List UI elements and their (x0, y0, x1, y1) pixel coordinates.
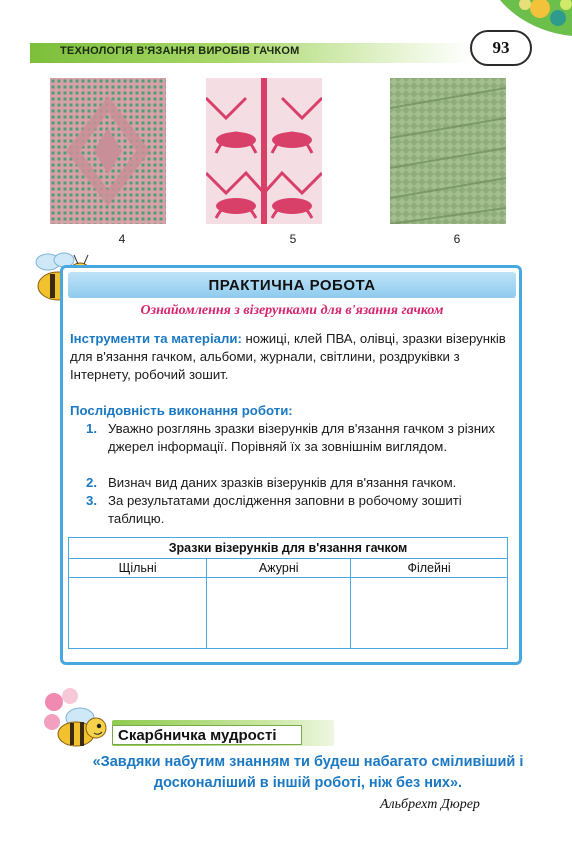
step-text: Визнач вид даних зразків візерунків для в'язання гачком. (108, 475, 457, 490)
step-item-3 (86, 492, 510, 528)
figure-label-6: 6 (453, 232, 461, 246)
table-caption: Зразки візерунків для в'язання гачком (69, 538, 508, 559)
table-header-dense: Щільні (69, 559, 207, 578)
bee-with-flowers-icon (40, 688, 110, 750)
tools-text: ножиці, клей ПВА, олівці, зразки візерунків для в'язання гачком, альбоми, журнали, світлини, роздруківки з Інтернету, робочий зошит. (70, 331, 506, 382)
step-number: 2. (86, 475, 97, 490)
practical-work-title: ПРАКТИЧНА РОБОТА (208, 277, 376, 294)
step-item-2 (86, 474, 510, 492)
practical-work-subtitle: Ознайомлення з візерунками для в'язання гачком (140, 303, 444, 318)
figure-label-4: 4 (118, 232, 126, 246)
figure-label-5: 5 (289, 232, 297, 246)
table-header-filet: Філейні (351, 559, 508, 578)
tools-label: Інструменти та матеріали: (70, 331, 242, 346)
pattern-table (68, 537, 508, 649)
tools-paragraph (70, 330, 510, 384)
step-item-1 (86, 420, 510, 456)
step-number: 3. (86, 493, 97, 508)
crochet-sample-photo-6 (390, 78, 506, 224)
sequence-label: Послідовність виконання роботи: (70, 403, 293, 418)
crochet-sample-photo-4 (50, 78, 166, 224)
table-cell (351, 578, 508, 649)
step-text: Уважно розглянь зразки візерунків для в'язання гачком з різних джерел інформації. Порівняй їх за зовнішнім виглядом. (108, 421, 495, 454)
quote-author: Альбрехт Дюрер (380, 797, 480, 812)
table-cell (207, 578, 351, 649)
running-header-title: ТЕХНОЛОГІЯ В'ЯЗАННЯ ВИРОБІВ ГАЧКОМ (60, 45, 300, 57)
wisdom-title: Скарбничка мудрості (112, 725, 302, 745)
page-number: 93 (470, 30, 532, 66)
step-text: За результатами дослідження заповни в робочому зошиті таблицю. (108, 493, 462, 526)
table-cell (69, 578, 207, 649)
step-number: 1. (86, 421, 97, 436)
crochet-sample-photo-5 (206, 78, 322, 224)
wisdom-quote: «Завдяки набутим знанням ти будеш набагато сміливіший і досконаліший в іншій роботі, ніж без них». (92, 754, 524, 791)
table-header-openwork: Ажурні (207, 559, 351, 578)
